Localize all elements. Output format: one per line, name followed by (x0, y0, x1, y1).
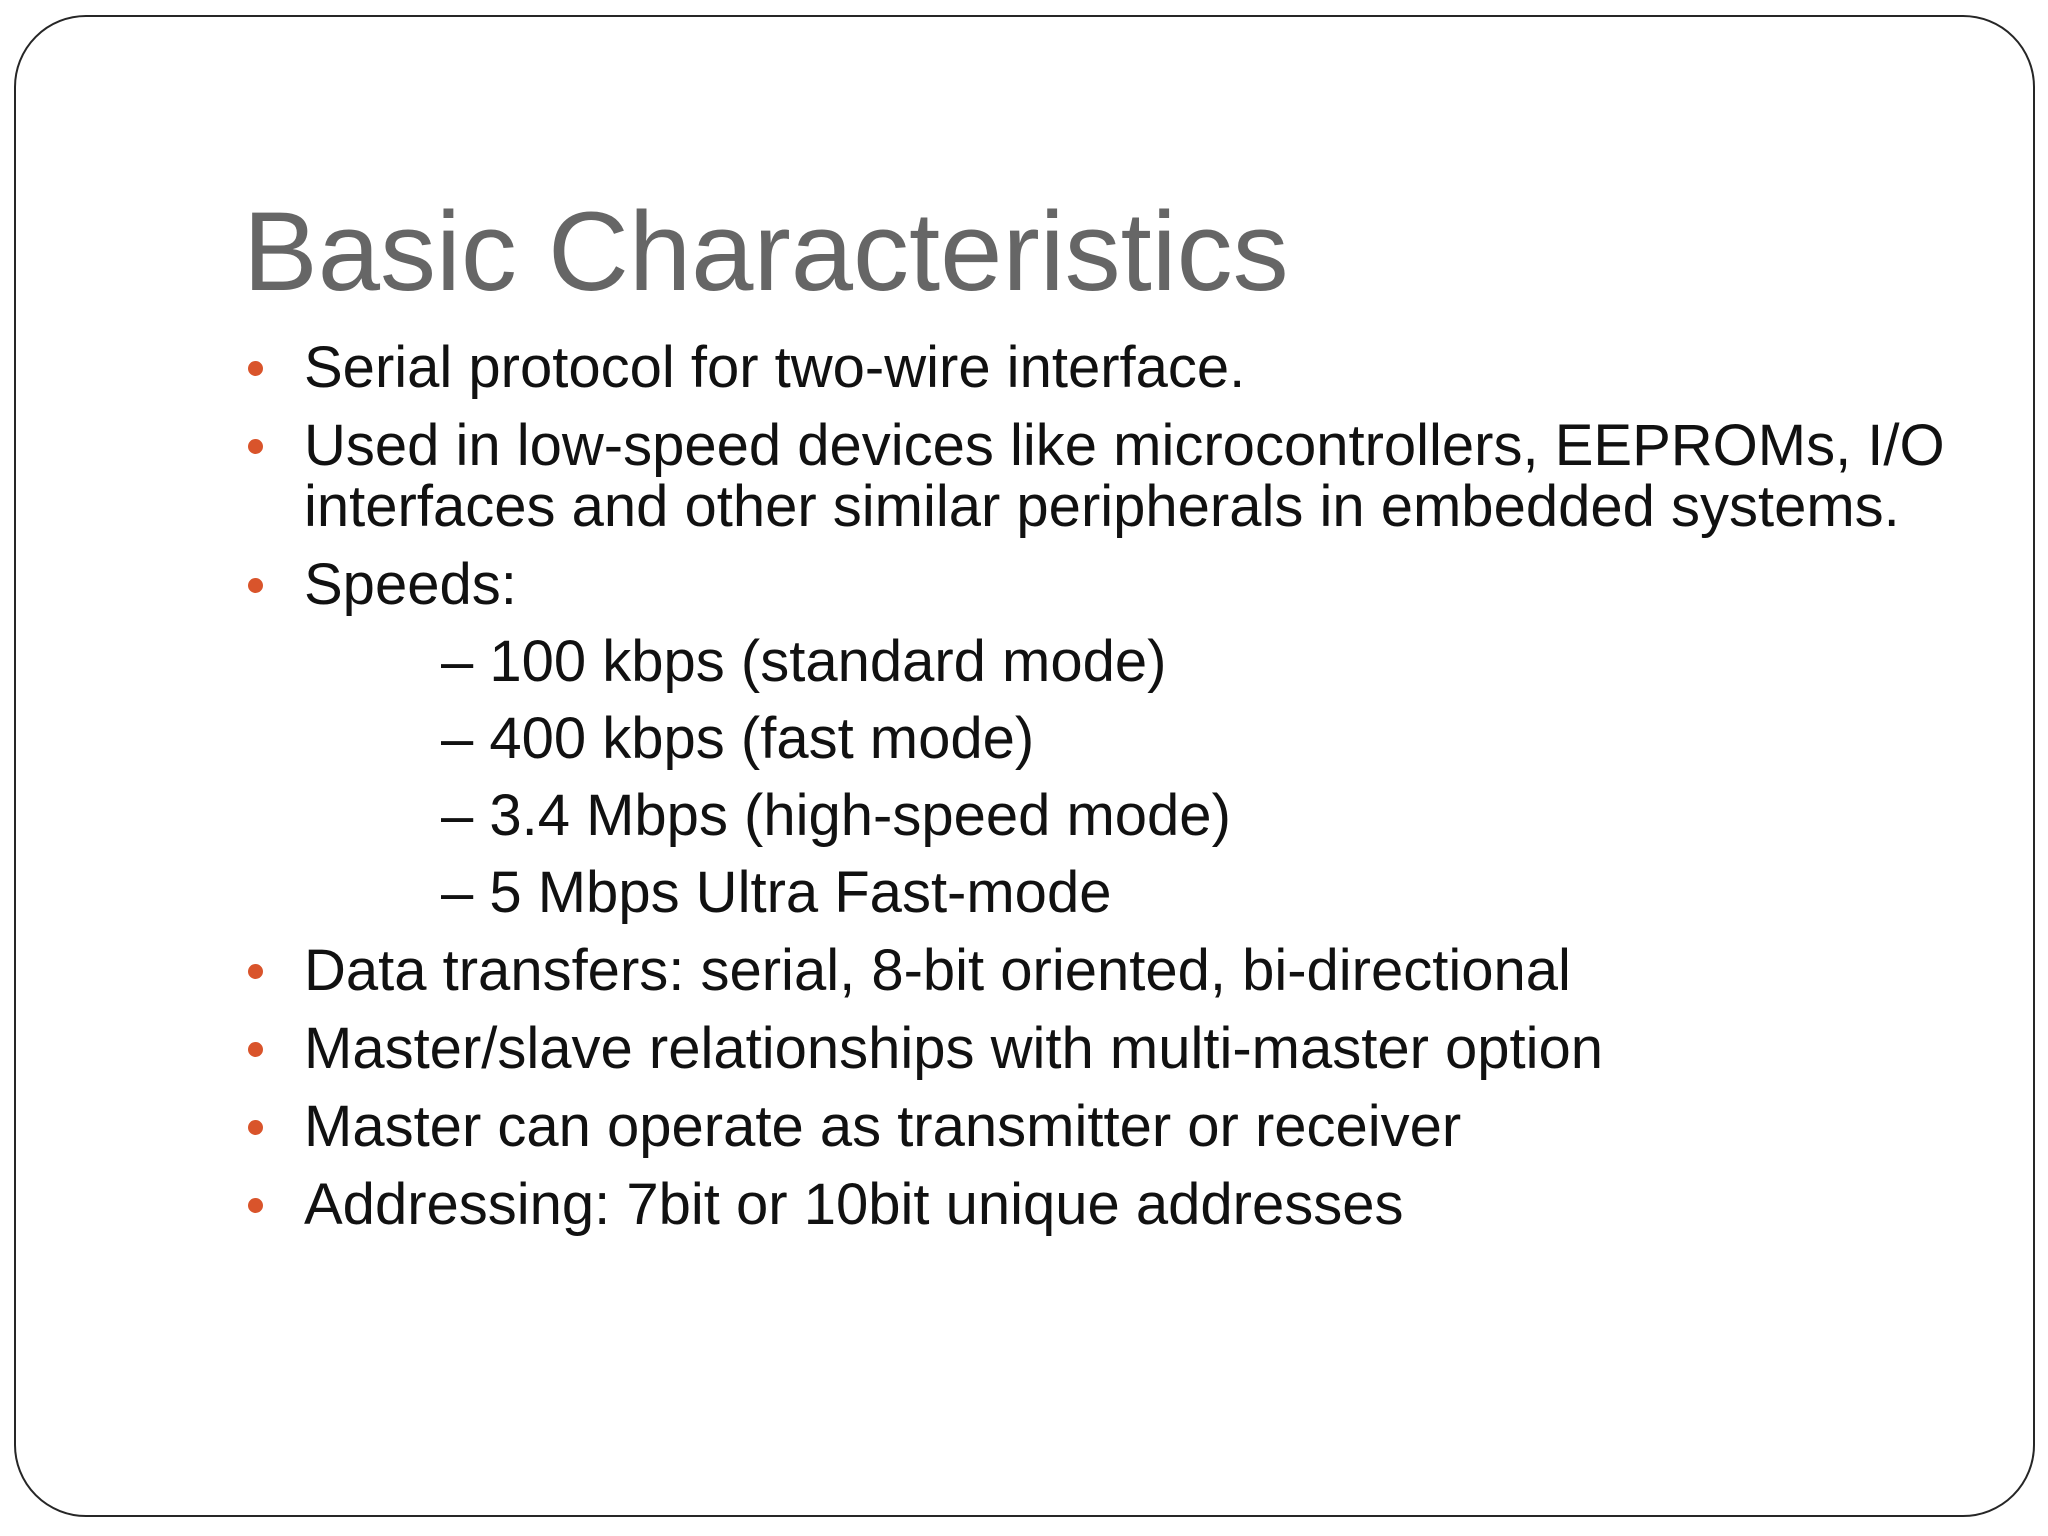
dot-bullet-icon (248, 1120, 263, 1135)
list-item-text: Master/slave relationships with multi-master option (304, 1016, 1604, 1081)
slide-title: Basic Characteristics (243, 189, 1289, 314)
sub-list-item: – 100 kbps (standard mode) (441, 629, 1167, 694)
dot-bullet-icon (248, 1042, 263, 1057)
list-item-text: Serial protocol for two-wire interface. (304, 335, 1246, 400)
sub-list-item: – 3.4 Mbps (high-speed mode) (441, 783, 1231, 848)
dot-bullet-icon (248, 361, 263, 376)
dot-bullet-icon (248, 578, 263, 593)
list-item-text: Data transfers: serial, 8-bit oriented, bi-directional (304, 938, 1571, 1003)
list-item (243, 554, 1943, 923)
bullet-list (243, 337, 1943, 1252)
list-item (243, 415, 1954, 537)
sub-list-item: – 5 Mbps Ultra Fast-mode (441, 860, 1112, 925)
dot-bullet-icon (248, 964, 263, 979)
dot-bullet-icon (248, 439, 263, 454)
slide-frame (14, 15, 2035, 1517)
sub-list-item: – 400 kbps (fast mode) (441, 706, 1035, 771)
list-item-text: Addressing: 7bit or 10bit unique addresses (304, 1172, 1404, 1237)
list-item-text: Speeds: (304, 552, 517, 617)
list-item (243, 1174, 1943, 1235)
list-item-text: Used in low-speed devices like microcontrollers, EEPROMs, I/O interfaces and other similar peripherals in embedded systems. (304, 413, 1945, 539)
speed-sublist (304, 631, 1943, 923)
list-item (243, 1096, 1943, 1157)
list-item (243, 940, 1943, 1001)
list-item (243, 1018, 1943, 1079)
dot-bullet-icon (248, 1198, 263, 1213)
list-item (243, 337, 1943, 398)
list-item-text: Master can operate as transmitter or receiver (304, 1094, 1462, 1159)
